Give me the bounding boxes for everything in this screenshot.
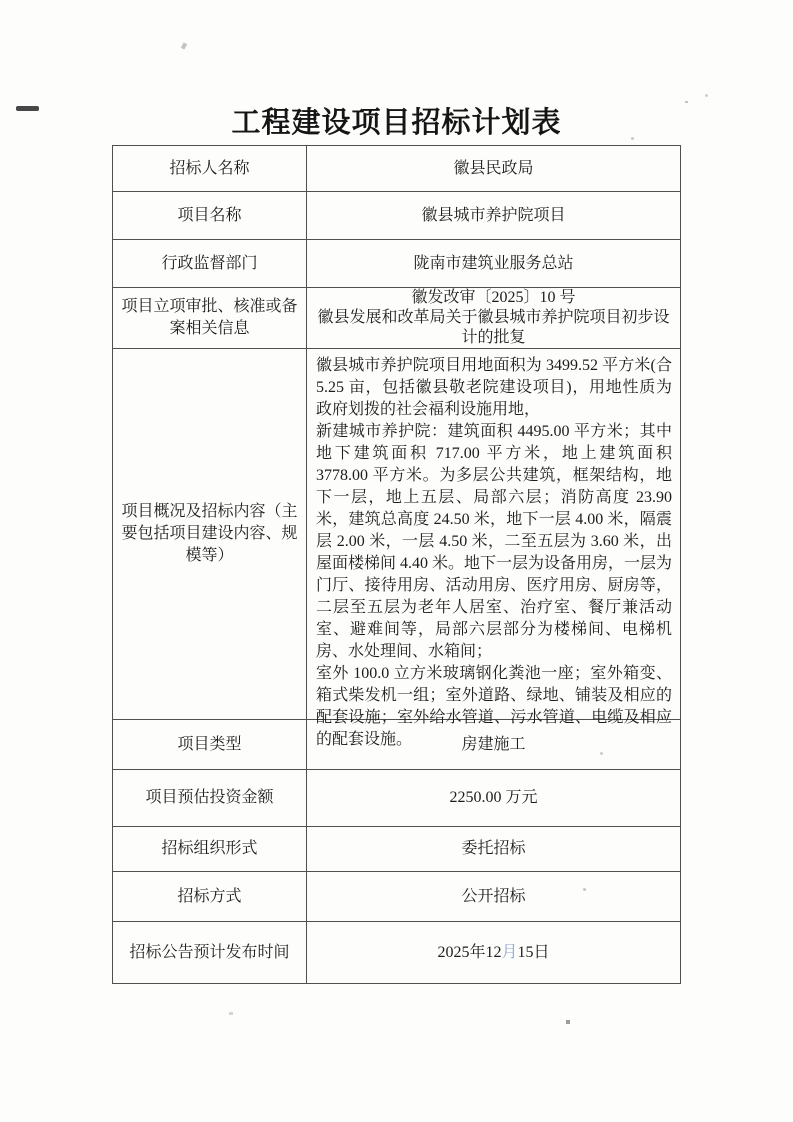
- table-row-supervision-dept: [113, 239, 680, 287]
- row-label: 行政监督部门: [113, 240, 307, 287]
- overview-paragraph: 室外 100.0 立方米玻璃钢化粪池一座；室外箱变、箱式柴发机一组；室外道路、绿地、铺装及相应的配套设施；室外给水管道、污水管道、电缆及相应的配套设施。: [316, 665, 672, 748]
- scan-speck: [685, 101, 688, 103]
- table-row-project-type: [113, 719, 680, 769]
- approval-doc-number: 徽发改审〔2025〕10 号: [411, 289, 576, 306]
- row-value: 委托招标: [461, 840, 526, 857]
- row-label: 项目预估投资金额: [113, 770, 307, 826]
- scan-speck: [181, 42, 187, 49]
- row-value: 徽县民政局: [453, 159, 534, 177]
- page-title: 工程建设项目招标计划表: [231, 107, 562, 139]
- table-row-organization-form: [113, 826, 680, 871]
- row-label: 招标方式: [113, 872, 307, 921]
- table-row-bidding-method: [113, 871, 680, 921]
- row-label: 招标组织形式: [113, 827, 307, 871]
- row-value: 陇南市建筑业服务总站: [413, 254, 574, 272]
- scan-mark-dash: [16, 106, 39, 111]
- row-label: 项目名称: [113, 192, 307, 239]
- bidding-plan-table: [112, 145, 681, 984]
- table-row-approval-info: [113, 287, 680, 348]
- table-row-estimated-investment: [113, 769, 680, 826]
- scan-speck: [705, 94, 708, 97]
- overview-paragraph: 徽县城市养护院项目用地面积为 3499.52 平方米(合 5.25 亩，包括徽县敬老院建设项目)，用地性质为政府划拨的社会福利设施用地，: [316, 357, 672, 418]
- table-row-project-name: [113, 191, 680, 239]
- announce-date: [437, 943, 549, 963]
- row-value: 徽县城市养护院项目: [421, 206, 566, 224]
- row-value: 2250.00 万元: [449, 789, 538, 806]
- row-label: 招标人名称: [113, 146, 307, 191]
- table-row-bidder-name: [113, 146, 680, 191]
- table-row-announcement-date: [113, 921, 680, 983]
- date-part-2: 15日: [517, 943, 550, 961]
- row-label: 项目概况及招标内容（主要包括项目建设内容、规模等）: [113, 349, 307, 719]
- date-month: 月: [501, 943, 518, 961]
- date-part-1: 2025年12: [437, 943, 502, 961]
- row-value: 房建施工: [461, 735, 526, 753]
- scan-speck: [566, 1020, 570, 1024]
- scan-speck: [229, 1012, 233, 1015]
- row-value: [307, 288, 680, 348]
- row-value: [307, 922, 680, 983]
- approval-doc-title: 徽县发展和改革局关于徽县城市养护院项目初步设计的批复: [317, 309, 670, 346]
- row-label: 招标公告预计发布时间: [113, 922, 307, 983]
- overview-paragraph: 新建城市养护院：建筑面积 4495.00 平方米；其中地下建筑面积 717.00 平方米，地上建筑面积 3778.00 平方米。为多层公共建筑，框架结构，地下一层，地上五层、局部六层；消防高度 23.90 米，建筑总高度 24.50 米，地下一层 4.00 米，隔震层 2.00 米，一层 4.50 米，二至五层为 3.60 米，出屋面楼梯间 4.40 米。地下一层为设备用房，一层为门厅、接待用房、活动用房、医疗用房、厨房等，二层至五层为老年人居室、治疗室、餐厅兼活动室、避难间等，局部六层部分为楼梯间、电梯机房、水处理间、水箱间；: [316, 423, 673, 660]
- row-label: 项目类型: [113, 720, 307, 769]
- row-value: 公开招标: [461, 887, 526, 905]
- row-label: 项目立项审批、核准或备案相关信息: [113, 288, 307, 348]
